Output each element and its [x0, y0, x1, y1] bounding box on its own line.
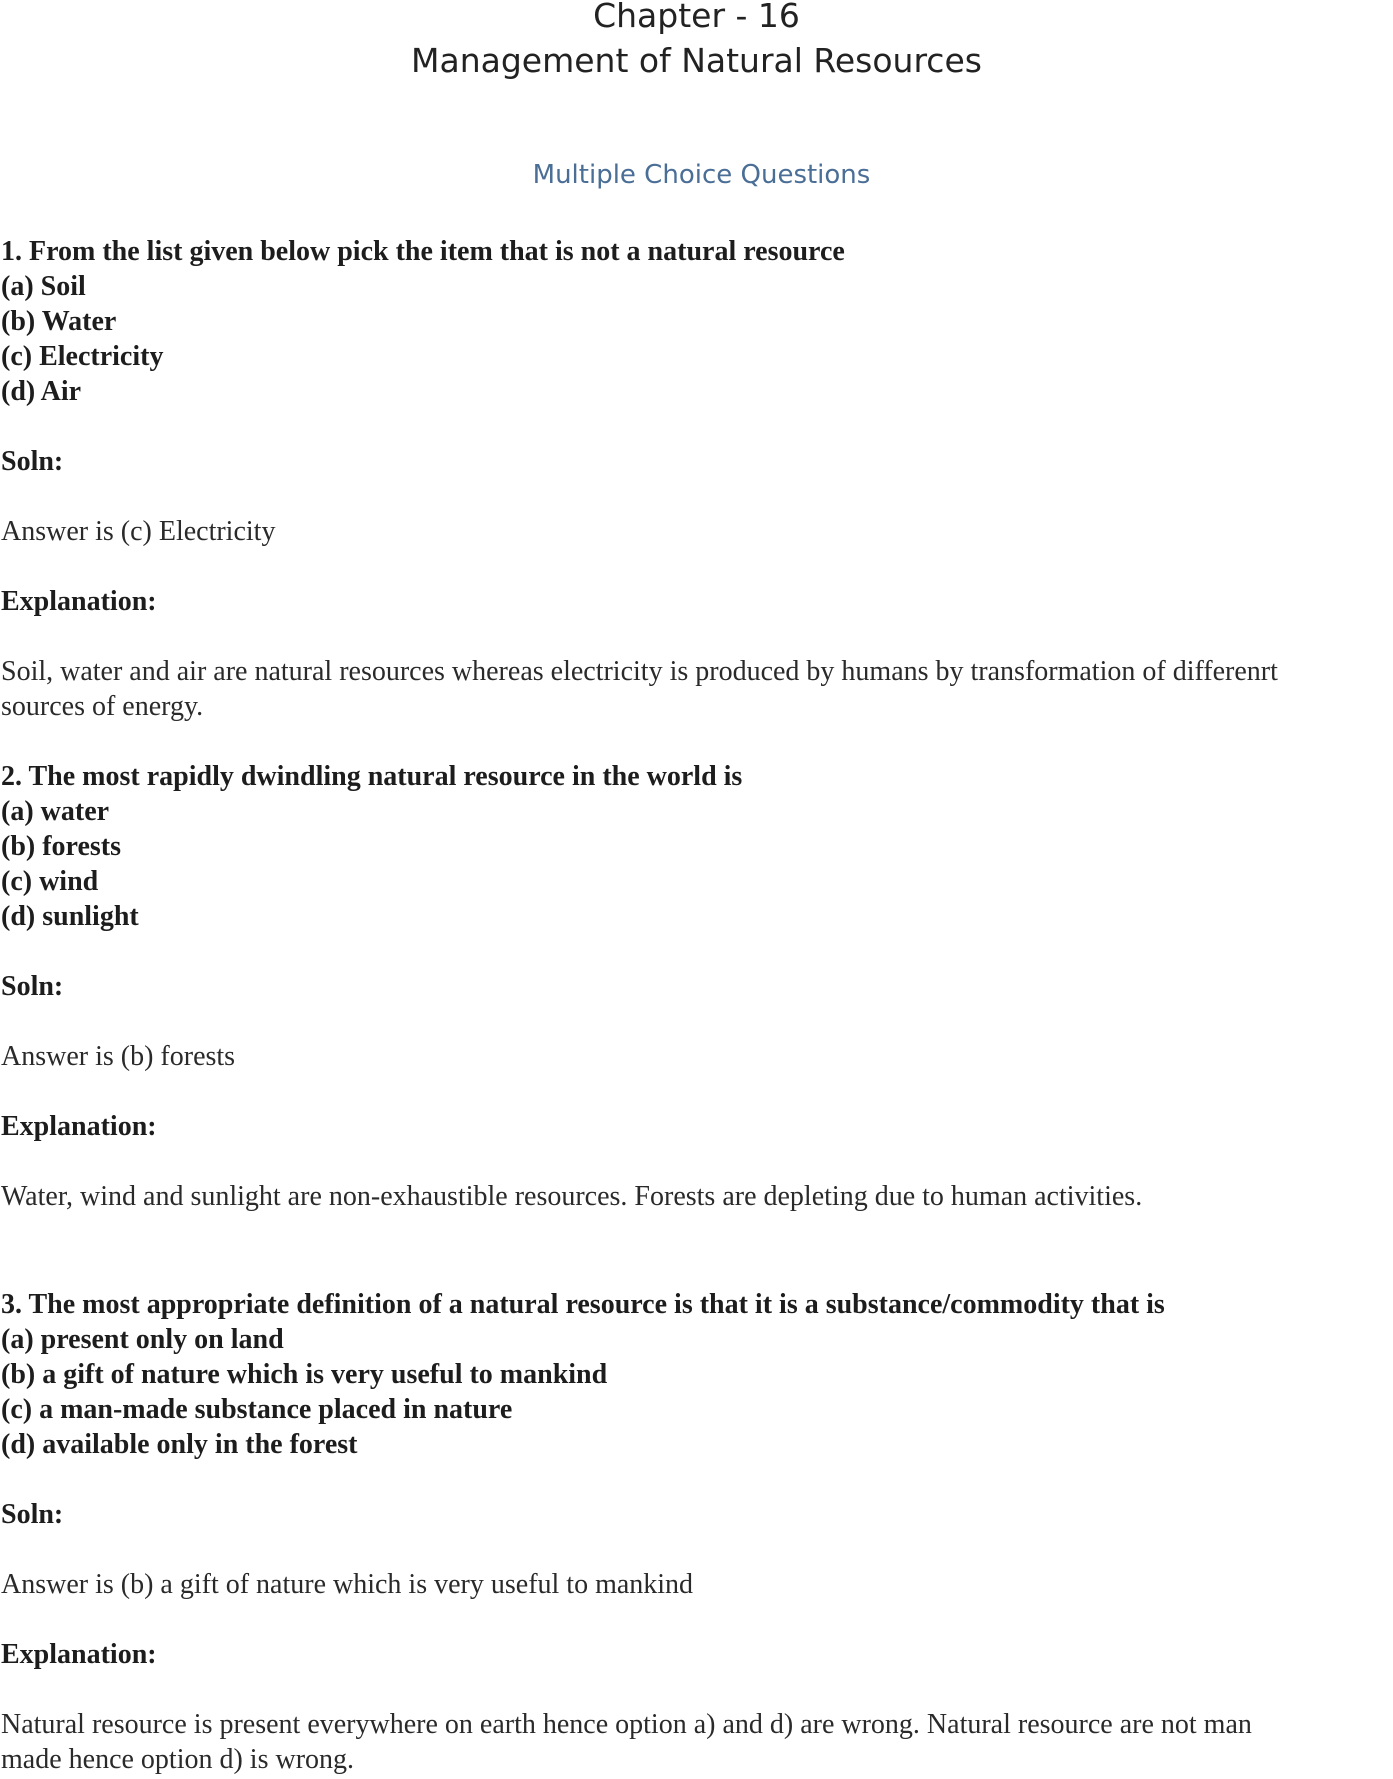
- q3-option-d: (d) available only in the forest: [1, 1429, 358, 1460]
- q2-option-c: (c) wind: [1, 866, 99, 897]
- chapter-number: Chapter - 16: [593, 0, 800, 35]
- q1-explanation-label: Explanation:: [1, 586, 157, 617]
- q2-option-b: (b) forests: [1, 831, 122, 862]
- question-2: 2. The most rapidly dwindling natural resource in the world is: [1, 761, 743, 792]
- q1-option-d: (d) Air: [1, 376, 82, 407]
- q2-explanation-label: Explanation:: [1, 1111, 157, 1142]
- q3-explanation-line-2: made hence option d) is wrong.: [1, 1744, 355, 1775]
- q1-explanation-line-2: sources of energy.: [1, 691, 204, 722]
- question-3: 3. The most appropriate definition of a natural resource is that it is a substance/commodity that is: [1, 1289, 1165, 1320]
- q3-soln-label: Soln:: [1, 1499, 64, 1530]
- q2-answer: Answer is (b) forests: [1, 1041, 236, 1072]
- q2-option-a: (a) water: [1, 796, 110, 827]
- q1-option-a: (a) Soil: [1, 271, 86, 302]
- q1-explanation-line-1: Soil, water and air are natural resources whereas electricity is produced by humans by transformation of differenrt: [1, 656, 1278, 687]
- q1-option-c: (c) Electricity: [1, 341, 164, 372]
- q1-soln-label: Soln:: [1, 446, 64, 477]
- chapter-title: Management of Natural Resources: [411, 41, 982, 80]
- q1-answer: Answer is (c) Electricity: [1, 516, 276, 547]
- q3-option-b: (b) a gift of nature which is very useful to mankind: [1, 1359, 608, 1390]
- q2-soln-label: Soln:: [1, 971, 64, 1002]
- q2-explanation-line-1: Water, wind and sunlight are non-exhaustible resources. Forests are depleting due to human activities.: [1, 1181, 1143, 1212]
- q3-option-a: (a) present only on land: [1, 1324, 284, 1355]
- q1-option-b: (b) Water: [1, 306, 117, 337]
- q3-explanation-line-1: Natural resource is present everywhere on earth hence option a) and d) are wrong. Natural resource are not man: [1, 1709, 1252, 1740]
- q3-answer: Answer is (b) a gift of nature which is very useful to mankind: [1, 1569, 694, 1600]
- q3-explanation-label: Explanation:: [1, 1639, 157, 1670]
- q3-option-c: (c) a man-made substance placed in nature: [1, 1394, 513, 1425]
- section-title: Multiple Choice Questions: [532, 160, 871, 190]
- question-1: 1. From the list given below pick the item that is not a natural resource: [1, 236, 845, 267]
- q2-option-d: (d) sunlight: [1, 901, 139, 932]
